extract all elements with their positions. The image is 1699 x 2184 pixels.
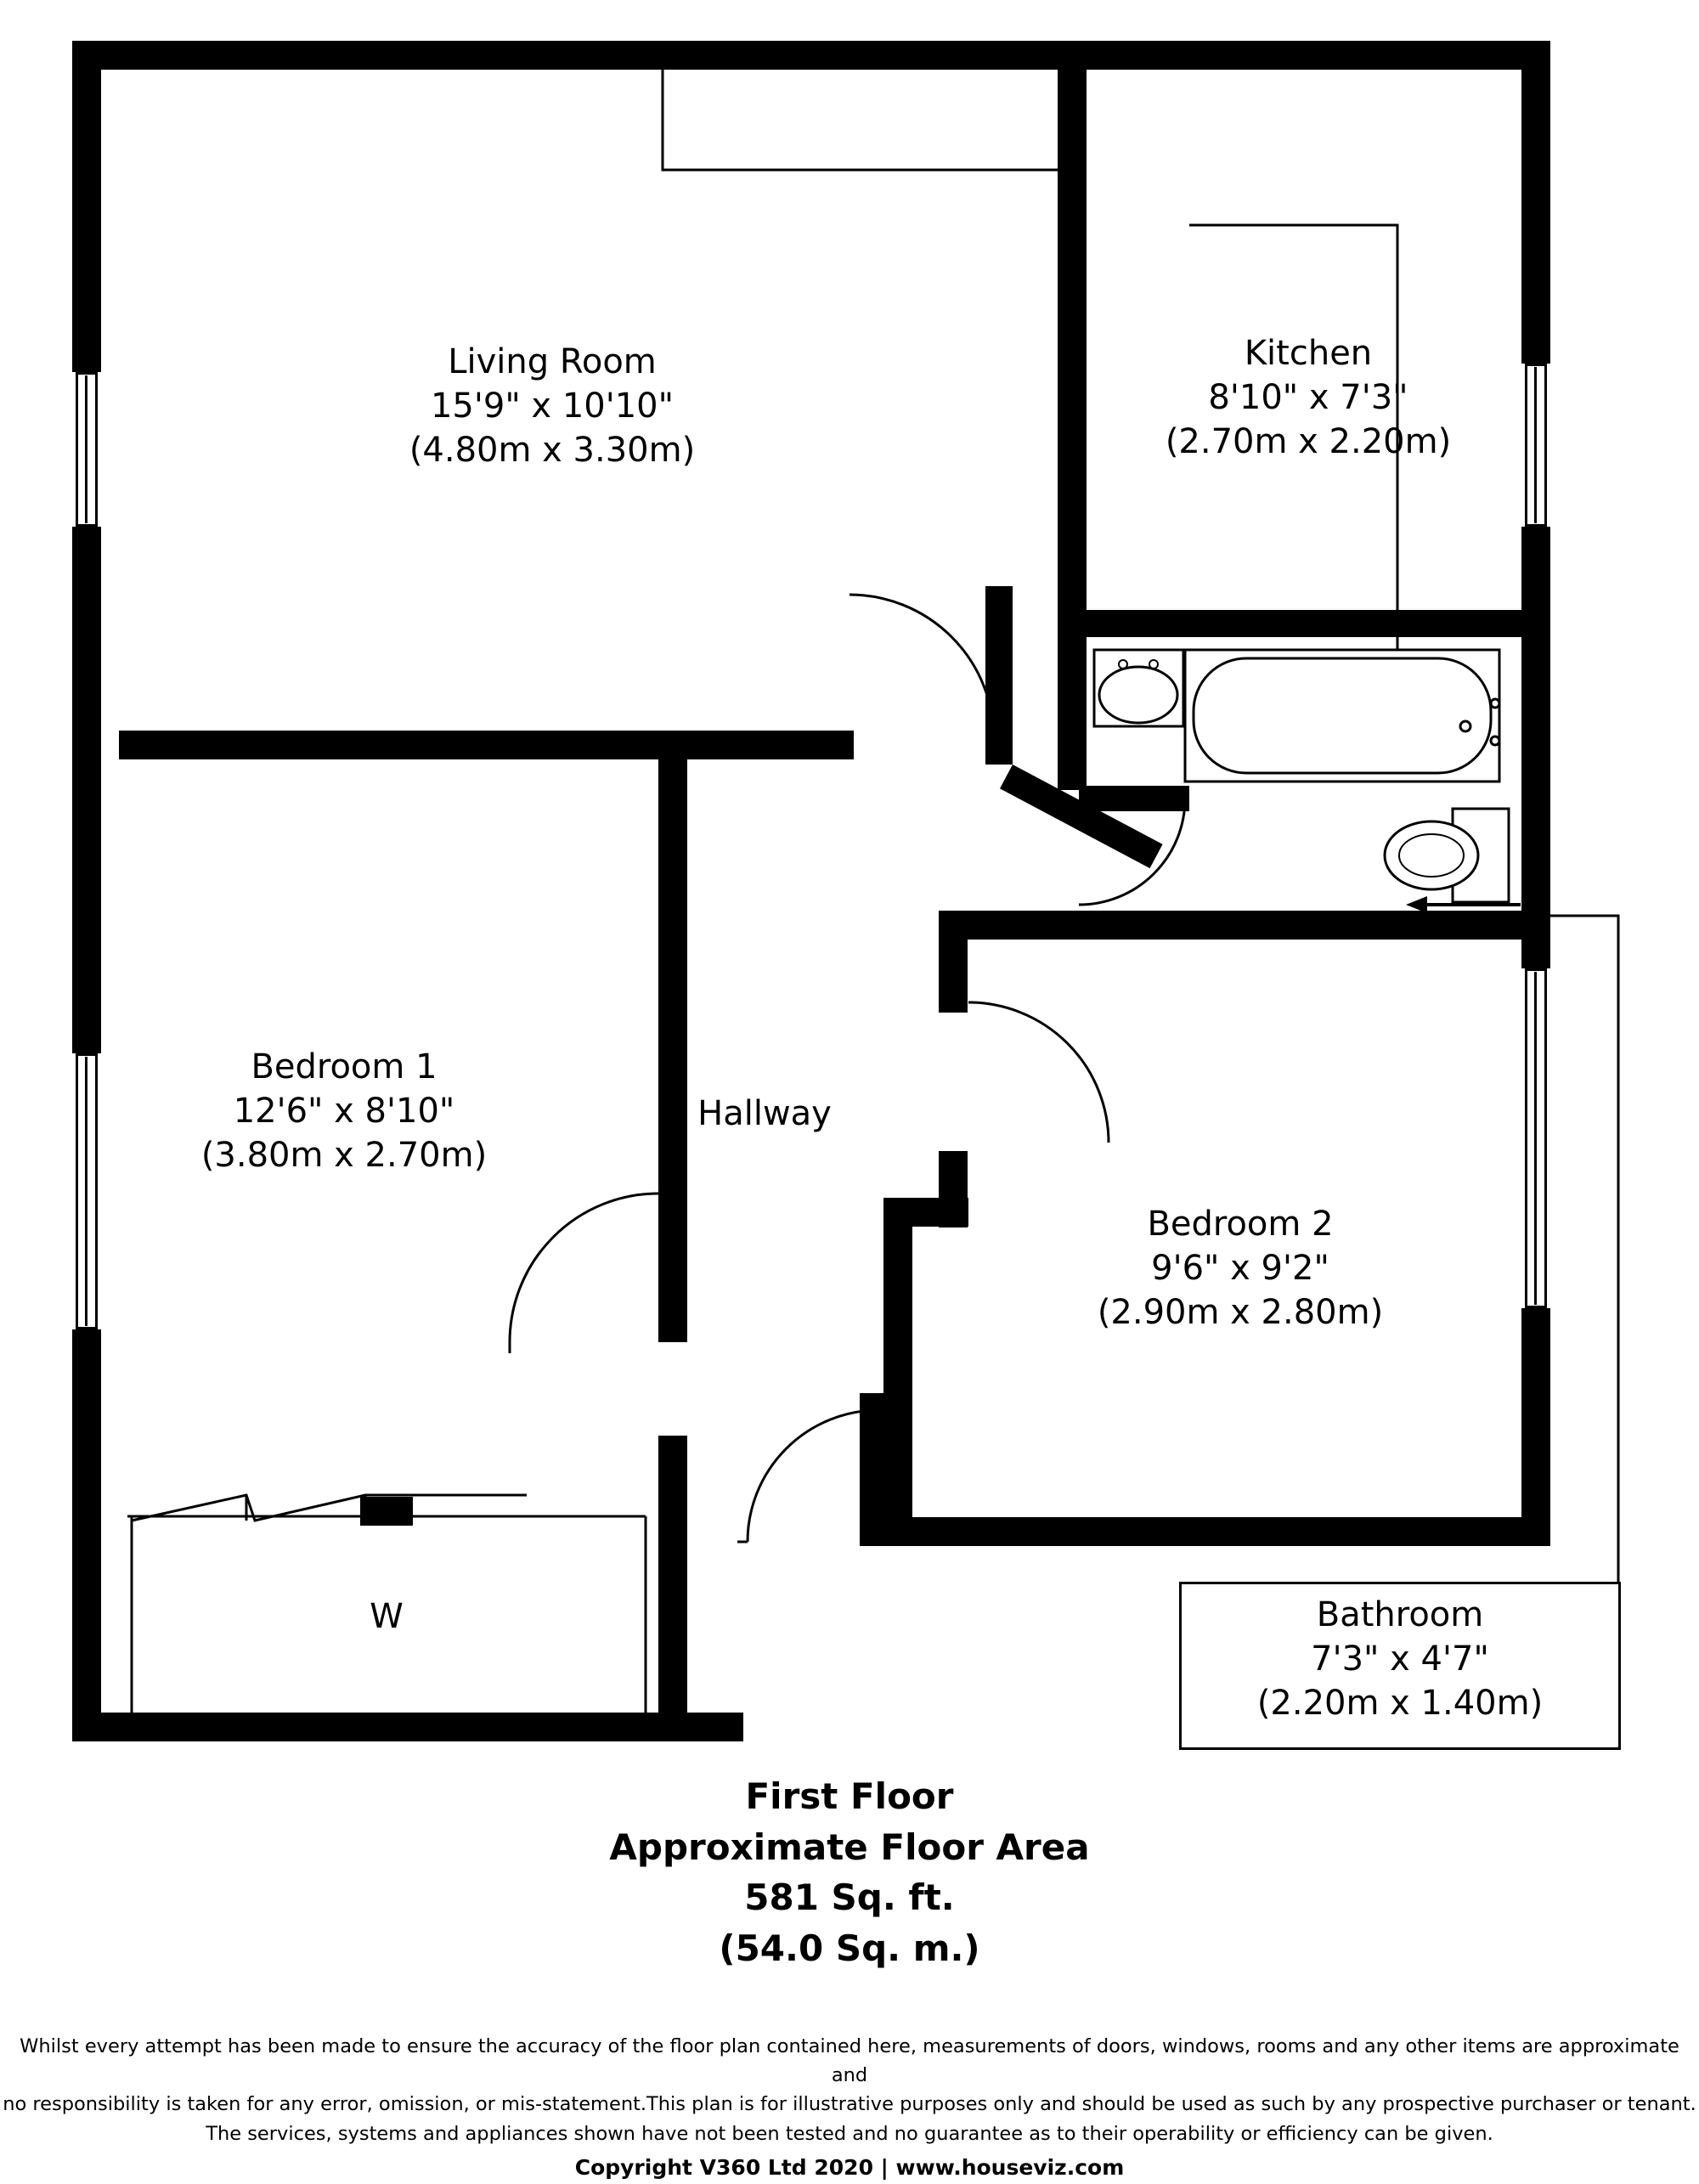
wall-hall-bottom-jamb: [860, 1393, 885, 1546]
bedroom-2-dim-metric: (2.90m x 2.80m): [1097, 1293, 1384, 1332]
wall-living-kitchen: [1058, 41, 1087, 355]
wall-bedroom2-left-d: [883, 1198, 912, 1546]
disclaimer-line-3: The services, systems and appliances shown have not been tested and no guarantee as to their operability or efficiency can be given.: [206, 2122, 1493, 2145]
wall-exterior-bottom-right: [883, 1517, 1550, 1546]
bedroom-1-dim-metric: (3.80m x 2.70m): [200, 1136, 488, 1175]
window-living-room-mullion: [85, 375, 87, 523]
wall-exterior-right-a: [1521, 41, 1550, 364]
living-room-dim-metric: (4.80m x 3.30m): [409, 431, 696, 470]
wall-bedroom1-right-a: [658, 748, 687, 1342]
bathroom-dim-metric: (2.20m x 1.40m): [1256, 1684, 1544, 1723]
room-label-bedroom-2: [1002, 1202, 1478, 1335]
bathroom-dim-imperial: 7'3" x 4'7": [1311, 1639, 1489, 1679]
hallway-name: Hallway: [697, 1094, 832, 1133]
disclaimer-line-2: no responsibility is taken for any error, omission, or mis-statement.This plan is for illustrative purposes only and should be used as such by any prospective purchaser or tenant.: [3, 2093, 1696, 2116]
room-label-living-room: [280, 340, 824, 472]
wall-bedroom2-top: [939, 911, 1550, 940]
kitchen-dim-metric: (2.70m x 2.20m): [1165, 422, 1452, 461]
wardrobe-label: W: [370, 1597, 404, 1636]
window-bedroom-1-mullion: [85, 1057, 87, 1326]
bathroom-name: Bathroom: [1316, 1595, 1484, 1634]
bedroom-1-name: Bedroom 1: [251, 1047, 437, 1086]
wall-exterior-right-b: [1521, 527, 1550, 968]
room-label-kitchen: [1096, 331, 1521, 464]
wall-hall-bath-right: [1079, 786, 1189, 811]
floor-area-sqft: 581 Sq. ft.: [744, 1876, 955, 1919]
window-bedroom-2-mullion: [1534, 972, 1537, 1305]
floor-area-caption: Approximate Floor Area: [609, 1826, 1090, 1868]
disclaimer: [0, 2032, 1699, 2184]
wall-kitchen-left-lower: [1058, 327, 1087, 612]
wall-exterior-left-c: [72, 1329, 101, 1741]
room-label-bedroom-1: [93, 1045, 595, 1177]
kitchen-name: Kitchen: [1244, 334, 1373, 373]
floor-name: First Floor: [745, 1775, 954, 1817]
wall-bedroom2-left-a: [939, 911, 968, 1013]
living-room-dim-imperial: 15'9" x 10'10": [430, 387, 675, 426]
kitchen-dim-imperial: 8'10" x 7'3": [1208, 378, 1408, 417]
wall-bedroom1-right-b: [658, 1436, 687, 1716]
bedroom-2-dim-imperial: 9'6" x 9'2": [1151, 1249, 1329, 1288]
room-label-hallway: [595, 1092, 934, 1136]
floor-area-sqm: (54.0 Sq. m.): [719, 1927, 980, 1969]
wall-exterior-left-b: [72, 527, 101, 1053]
disclaimer-line-1: Whilst every attempt has been made to ensure the accuracy of the floor plan contained here, measurements of doors, windows, rooms and any other items are approximate and: [20, 2035, 1679, 2087]
copyright-line: Copyright V360 Ltd 2020 | www.houseviz.com: [574, 2154, 1125, 2180]
wall-exterior-top: [72, 41, 1550, 70]
wall-kitchen-bottom: [1058, 610, 1550, 637]
bedroom-1-dim-imperial: 12'6" x 8'10": [233, 1092, 455, 1131]
bedroom-2-name: Bedroom 2: [1147, 1205, 1334, 1244]
wall-hall-top-left: [985, 586, 1013, 765]
wall-bathroom-left: [1058, 637, 1087, 790]
room-label-bathroom: [1179, 1582, 1621, 1750]
wall-exterior-right-c: [1521, 1308, 1550, 1546]
living-room-name: Living Room: [448, 342, 657, 381]
floor-area-summary: [0, 1771, 1699, 1974]
wall-exterior-bottom: [72, 1713, 743, 1741]
wall-living-bottom: [119, 731, 854, 759]
wall-exterior-left-a: [72, 41, 101, 372]
window-kitchen-mullion: [1534, 367, 1537, 523]
